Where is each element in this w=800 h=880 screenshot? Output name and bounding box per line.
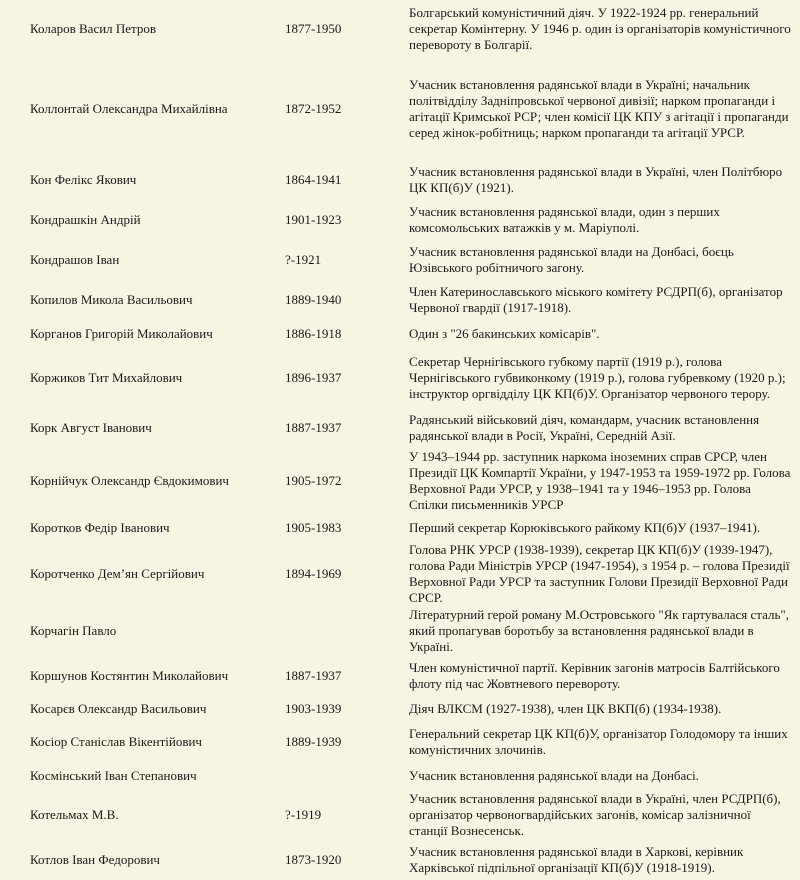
table-row: [0, 790, 800, 840]
person-name: Корк Август Іванович: [30, 420, 152, 435]
person-name: Кондрашкін Андрій: [30, 212, 141, 227]
life-years: 1877-1950: [285, 21, 342, 36]
person-name: Котлов Іван Федорович: [30, 852, 160, 867]
table-row: [0, 762, 800, 790]
life-years: ?-1919: [285, 807, 322, 822]
life-years: 1872-1952: [285, 101, 342, 116]
person-description: Секретар Чернігівського губкому партії (1919 р.), голова Чернігівського губвиконкому (1919 р.), голова губревкому (1920 р.); інструктор оргвідділу ЦК КП(б)У. Організатор червоного терору.: [409, 354, 786, 401]
person-description: Учасник встановлення радянської влади в Україні; начальник політвідділу Задніпровської червоної дивізії; нарком пропаганди і агітації Кримської РСР; член комісії ЦК КПУ з агітації і пропаганди серед жінок-робітниць; нарком пропаганди та агітації УРСР.: [409, 77, 789, 140]
person-description: Учасник встановлення радянської влади в Україні, член Політбюро ЦК КП(б)У (1921).: [409, 164, 783, 195]
person-description: Літературний герой роману М.Островського "Як гартувалася сталь", який пропагував боротьбу за встановлення радянської влади в Україні.: [409, 607, 789, 654]
person-name: Коротков Федір Іванович: [30, 520, 170, 535]
person-name: Косіор Станіслав Вікентійович: [30, 734, 202, 749]
person-name: Коршунов Костянтин Миколайович: [30, 668, 229, 683]
life-years: 1864-1941: [285, 172, 342, 187]
person-name: Коротченко Дем’ян Сергійович: [30, 566, 205, 581]
table-row: [0, 240, 800, 280]
person-name: Кон Фелікс Якович: [30, 172, 137, 187]
person-description: Учасник встановлення радянської влади на Донбасі.: [409, 768, 699, 783]
table-row: [0, 200, 800, 240]
table-row: [0, 542, 800, 606]
person-name: Корнійчук Олександр Євдокимович: [30, 473, 229, 488]
person-name: Копилов Микола Васильович: [30, 292, 193, 307]
life-years: 1905-1972: [285, 473, 342, 488]
life-years: 1889-1939: [285, 734, 342, 749]
life-years: 1889-1940: [285, 292, 342, 307]
person-description: Член Катеринославського міського комітету РСДРП(б), організатор Червоної гвардії (1917-1918).: [409, 284, 783, 315]
life-years: 1896-1937: [285, 370, 342, 385]
table-row: [0, 722, 800, 762]
person-description: Учасник встановлення радянської влади в Україні, член РСДРП(б), організатор червоногвардійських загонів, комісар залізничної станції Вознесенськ.: [409, 791, 781, 838]
table-row: [0, 160, 800, 200]
table-row: [0, 0, 800, 58]
life-years: 1903-1939: [285, 701, 342, 716]
table-row: [0, 840, 800, 880]
person-name: Корганов Григорій Миколайович: [30, 326, 213, 341]
life-years: 1886-1918: [285, 326, 342, 341]
life-years: 1887-1937: [285, 420, 342, 435]
life-years: 1901-1923: [285, 212, 342, 227]
table-row: [0, 514, 800, 542]
person-name: Коржиков Тит Михайлович: [30, 370, 183, 385]
person-description: У 1943–1944 рр. заступник наркома іноземних справ СРСР, член Президії ЦК Компартії України, у 1947-1953 та 1959-1972 рр. Голова Верховної Ради УРСР, у 1938–1941 та у 1946–1953 рр. Голова Спілки письменників УРСР: [409, 449, 791, 512]
table-row: [0, 696, 800, 722]
life-years: [285, 762, 409, 790]
table-row: [0, 656, 800, 696]
life-years: 1887-1937: [285, 668, 342, 683]
table-row: [0, 606, 800, 656]
table-row: [0, 348, 800, 408]
life-years: [285, 606, 409, 656]
table-row: [0, 408, 800, 448]
person-description: Член комуністичної партії. Керівник загонів матросів Балтійського флоту під час Жовтневого перевороту.: [409, 660, 780, 691]
person-description: Учасник встановлення радянської влади в Харкові, керівник Харківської підпільної організації КП(б)У (1918-1919).: [409, 844, 744, 875]
table-row: [0, 58, 800, 160]
person-name: Кондрашов Іван: [30, 252, 120, 267]
person-description: Діяч ВЛКСМ (1927-1938), член ЦК ВКП(б) (1934-1938).: [409, 701, 722, 716]
table-row: [0, 280, 800, 320]
person-description: Голова РНК УРСР (1938-1939), секретар ЦК КП(б)У (1939-1947), голова Ради Міністрів УРСР (1947-1954), з 1954 р. – голова Президії Верховної Ради УРСР та заступник Голови Президії Верховної Ради СРСР.: [409, 542, 790, 605]
person-description: Учасник встановлення радянської влади, один з перших комсомольських ватажків у м. Маріуполі.: [409, 204, 720, 235]
person-description: Генеральний секретар ЦК КП(б)У, організатор Голодомору та інших комуністичних злочинів.: [409, 726, 788, 757]
person-description: Один з "26 бакинських комісарів".: [409, 326, 600, 341]
person-description: Радянський військовий діяч, командарм, учасник встановлення радянської влади в Росії, Україні, Середній Азії.: [409, 412, 760, 443]
person-name: Коллонтай Олександра Михайлівна: [30, 101, 228, 116]
person-description: Болгарський комуністичний діяч. У 1922-1924 рр. генеральний секретар Комінтерну. У 1946 р. один із організаторів комуністичного перевороту в Болгарії.: [409, 5, 791, 52]
person-description: Перший секретар Корюківського райкому КП(б)У (1937–1941).: [409, 520, 761, 535]
person-name: Котельмах М.В.: [30, 807, 119, 822]
person-name: Косарєв Олександр Васильович: [30, 701, 207, 716]
life-years: 1873-1920: [285, 852, 342, 867]
life-years: 1905-1983: [285, 520, 342, 535]
person-name: Коларов Васил Петров: [30, 21, 157, 36]
life-years: ?-1921: [285, 252, 322, 267]
life-years: 1894-1969: [285, 566, 342, 581]
person-name: Корчагін Павло: [30, 623, 117, 638]
table-row: [0, 448, 800, 514]
table-row: [0, 320, 800, 348]
person-name: Космінський Іван Степанович: [30, 768, 197, 783]
person-description: Учасник встановлення радянської влади на Донбасі, боєць Юзівського робітничого загону.: [409, 244, 734, 275]
